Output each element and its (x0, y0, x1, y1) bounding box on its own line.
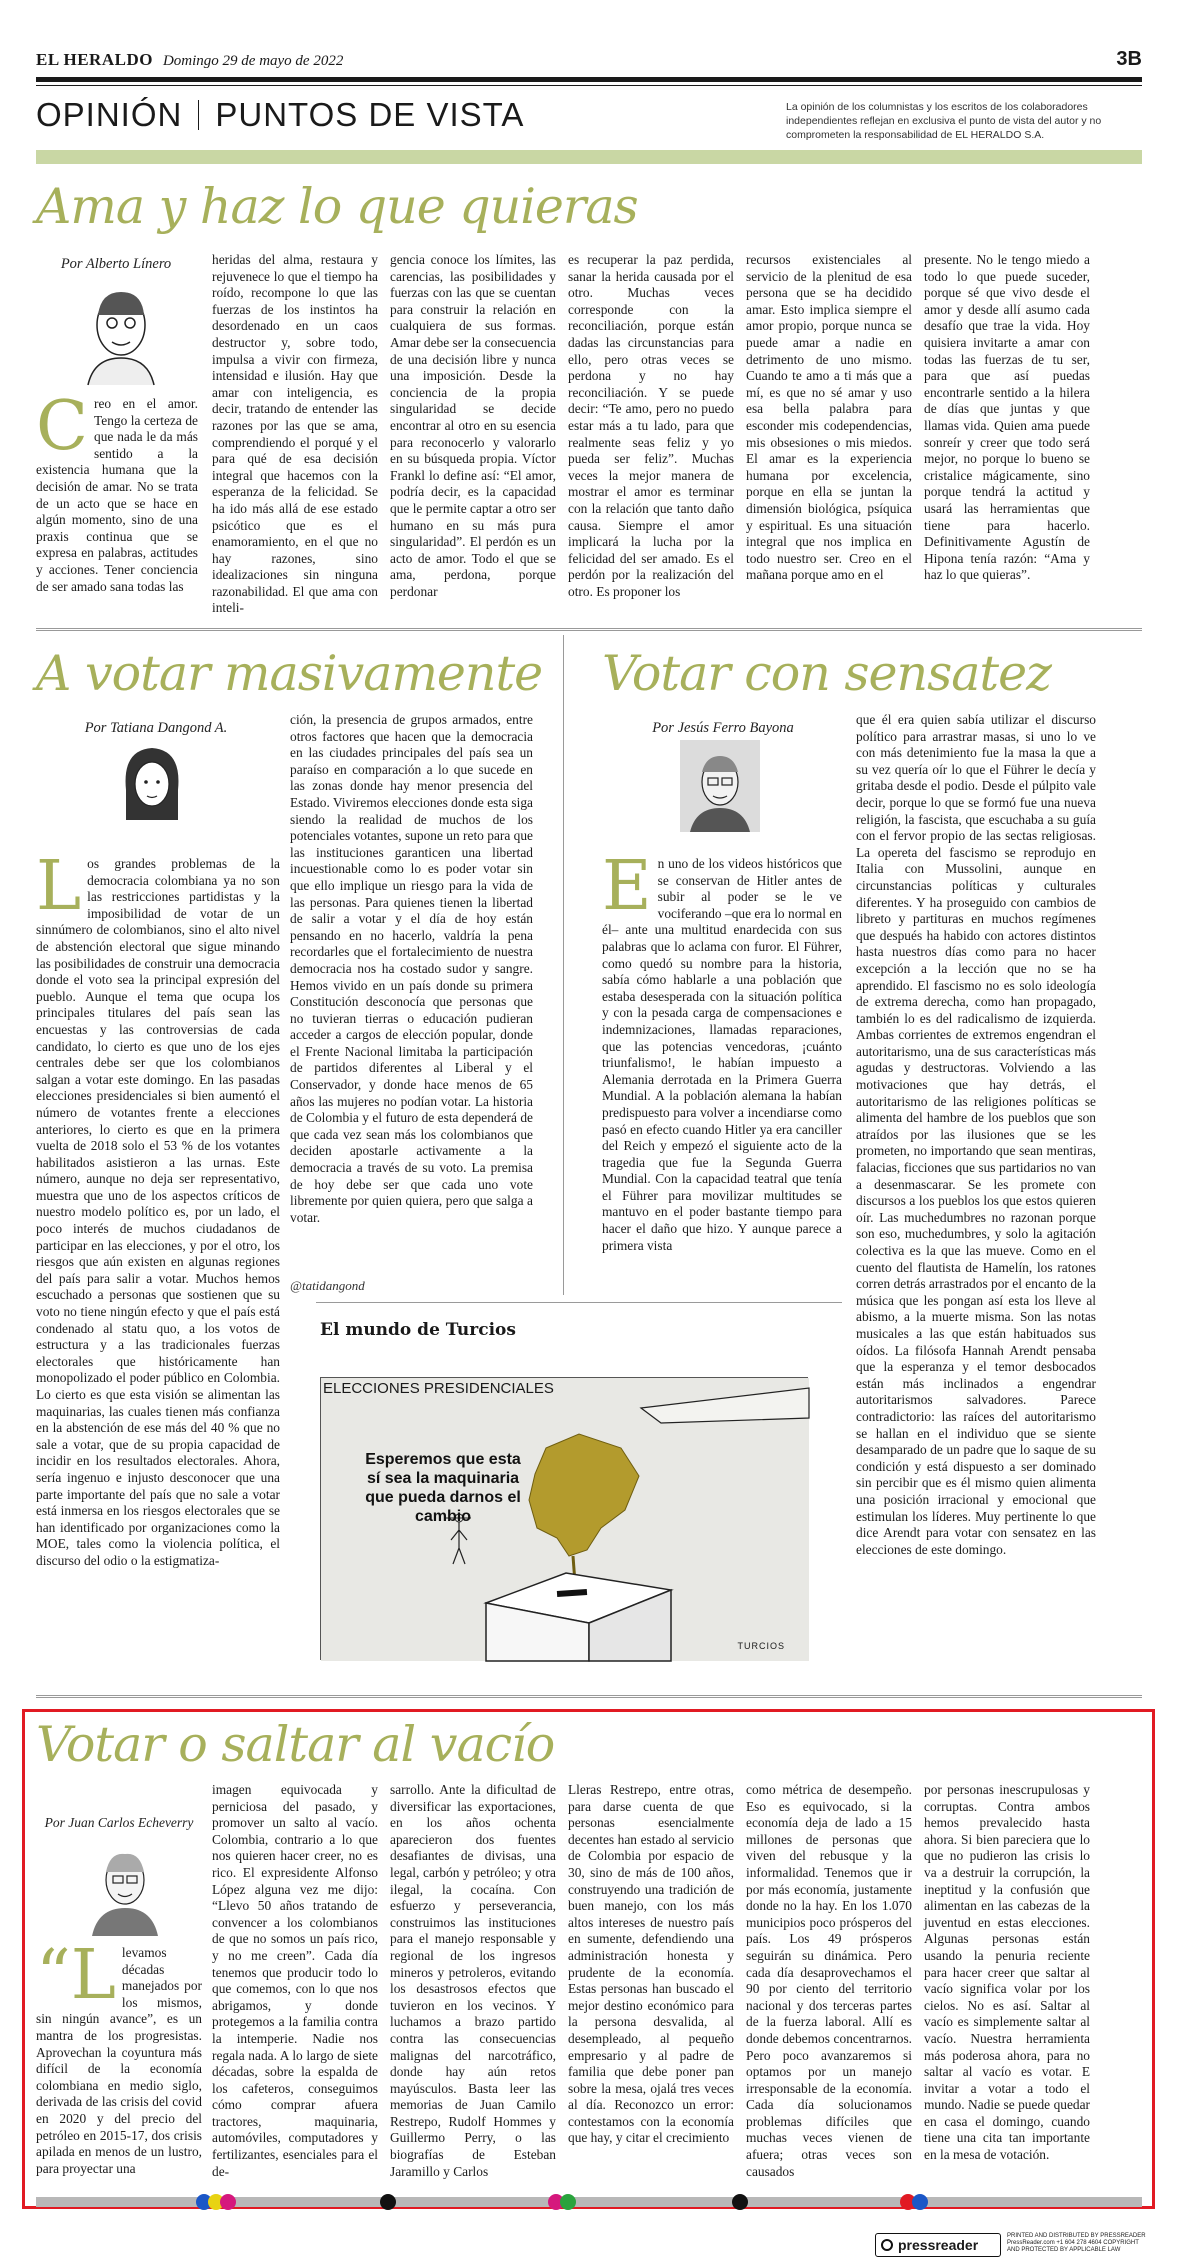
article2-column-1: Los grandes problemas de la democracia colombiana ya no son las restricciones partidistas y la imposibilidad de votar de un sinnúmero de colombianos, sino el alto nivel de abstención electoral que sigue minando las posibilidades de construir una democracia donde el voto sea la principal expresión del pueblo. Aunque el tema que ocupa los principales titulares del país sean las encuestas y las controversias de cada candidato, lo cierto es que uno de los ejes centrales debe ser que los colombianos salgan a votar este domingo. En las pasadas elecciones presidenciales si bien aumentó el número de votantes frente a elecciones anteriores, lo cierto es que en la primera vuelta de 2018 solo el 53 % de los votantes habilitados asistieron a las urnas. Este número, aunque no deja ser representativo, muestra que uno de los aspectos críticos de nuestro modelo político es, por un lado, el poco interés de muchos ciudadanos de participar en las elecciones, y por el otro, los riesgos que aún existen en algunas regiones del país para salir a votar. Muchos hemos escuchado a personas que sostienen que su voto no tiene ningún efecto y que el país está condenado al statu quo, a los votos de estructura y a las tradicionales fuerzas electorales que históricamente han monopolizado el poder público en Colombia. Lo cierto es que esta visión se alimentan las maquinarias, las cuales tienen más confianza en la abstención de ese más del 40 % que no sale a votar, que de su propia capacidad de incidir en los resultados electorales. Ahora, sería ingenuo e injusto desconocer que una parte importante del país que no sale a votar está inmersa en los riesgos electorales que se han identificado por organizaciones como la MOE, tales como la violencia política, el discurso del odio o la estigmatiza- (36, 847, 280, 1568)
cartoon-heading: El mundo de Turcios (320, 1320, 516, 1340)
section-heading (36, 96, 524, 134)
article3-dropcap: E (602, 847, 652, 926)
newspaper-name: EL HERALDO (36, 50, 153, 69)
registration-dot-blue-2 (912, 2194, 928, 2210)
section-divider-1 (36, 628, 1142, 631)
pressreader-notice: PRINTED AND DISTRIBUTED BY PRESSREADER PressReader.com +1 604 278 4604 COPYRIGHT AND PROTECTED BY APPLICABLE LAW (1007, 2233, 1146, 2253)
article1-column-3: gencia conoce los límites, las carencias, las posibilidades y fuerzas con las que se cuentan para construir la relación en cualquiera de sus formas. Amar debe ser la consecuencia de una decisión libre y nunca una imposición. Desde la conciencia de la propia singularidad se decide encontrar al otro en su esencia para reconocerlo y valorarlo en su búsqueda propia. Víctor Frankl lo define así: “El amor, podría decir, es la capacidad que le permite captar a otro ser humano en su más pura singularidad”. El perdón es un acto de amor. Todo el que se ama, perdona, porque perdonar (390, 252, 556, 599)
article1-column-6: presente. No le tengo miedo a todo lo que puede suceder, porque sé que vivo desde el amor y desde allí asumo cada desafío que trae la vida. Hoy quisiera invitarte a amar con todas las fuerzas de tu ser, para que así puedas encontrarle sentido a la hilera de días que juntas y que llamas vida. Quien ama puede sonreír y creer que todo será mejor, no porque lo bueno se cristalice mágicamente, sino porque tendrá la actitud y usará las herramientas que tiene para hacerlo. Definitivamente Agustín de Hipona tenía razón: “Ama y haz lo que quieras”. (924, 252, 1090, 583)
article4-column-6: por personas inescrupulosas y corruptas. Contra ambos hemos prevalecido hasta ahora. Si bien pareciera que lo que no pudieron las crisis lo va a destruir la corrupción, la ineptitud y la confusión que alimentan en las cabezas de la juventud en estas elecciones. Algunas personas están usando la penuria reciente para hacer creer que saltar al vacío significa volar por los cielos. No es así. Saltar al vacío es simplemente saltar al vacío. Nuestra herramienta más poderosa ahora, para no saltar al vacío es votar. E invitar a votar a todo el mundo. Nadie se puede quedar en casa el domingo, cuando tiene una cita tan importante en la mesa de votación. (924, 1782, 1090, 2163)
article2-title: A votar masivamente (36, 645, 543, 702)
article4-column-3: sarrollo. Ante la dificultad de diversificar las exportaciones, en los años ochenta aparecieron dos fuentes desafiantes de divisas, una legal, carbón y petróleo; y otra ilegal, la cocaína. Con esfuerzo y perseverancia, construimos las instituciones para el manejo responsable y regional de los ingresos mineros y petroleros, evitando los desastrosos efectos que tuvieron en los vecinos. Y luchamos a brazo partido contra las consecuencias malignas del narcotráfico, donde hay aún retos mayúsculos. Basta leer las memorias de Juan Camilo Restrepo, Rudolf Hommes y Guillermo Perry, o las biografías de Esteban Jaramillo y Carlos (390, 1782, 556, 2179)
header-rule-thick (36, 77, 1142, 82)
article4-title: Votar o saltar al vacío (36, 1716, 555, 1773)
author-portrait-linero (76, 280, 166, 385)
registration-dot-black-2 (732, 2194, 748, 2210)
section-puntos: PUNTOS DE VISTA (215, 96, 525, 133)
author-portrait-ferro (680, 740, 760, 832)
article2-byline: Por Tatiana Dangond A. (84, 720, 228, 736)
article3-byline: Por Jesús Ferro Bayona (652, 720, 794, 736)
article4-column-2: imagen equivocada y perniciosa del pasado, y promover un salto al vacío. Colombia, contrario a lo que nos quieren hacer creer, no es rico. El expresidente Alfonso López alguna vez me dijo: “Llevo 50 años tratando de convencer a los colombianos de que no somos un país rico, y no me creen”. Cada día tenemos que producir todo lo que comemos, con lo que nos abrigamos, y donde protegemos a la familia contra la intemperie. Nadie nos regala nada. A lo largo de siete décadas, sobre la espalda de los cafeteros, conseguimos cómo comprar afuera tractores, maquinaria, automóviles, computadores y fertilizantes, esenciales para el de- (212, 1782, 378, 2179)
article1-dropcap: C (36, 387, 89, 466)
article4-dropcap: “L (36, 1936, 116, 2015)
article1-column-1: Creo en el amor. Tengo la certeza de que nada le da más sentido a la existencia humana que la decisión de amar. No se trata de un acto que se hace en algún momento, sino de una praxis continua que se expresa en palabras, actitudes y acciones. Tener conciencia de ser amado sana todas las (36, 387, 198, 594)
editorial-disclaimer: La opinión de los columnistas y los escritos de los colaboradores independientes reflejan en exclusiva el punto de vista del autor y no comprometen la responsabilidad de EL HERALDO S.A. (786, 101, 1102, 141)
issue-date: Domingo 29 de mayo de 2022 (162, 53, 344, 69)
section-divider-2 (36, 1695, 1142, 1698)
registration-dot-green (560, 2194, 576, 2210)
article4-column-1: “Llevamos décadas manejados por los mismos, sin ningún avance”, es un mantra de los progresistas. Aprovechan la coyuntura más difícil de la economía colombiana en medio siglo, derivada de las crisis del covid en 2020 y del precio del petróleo en 2015-17, dos crisis apilada en menos de un lustro, para proyectar una (36, 1936, 202, 2176)
cartoon-speech: Esperemos que esta sí sea la maquinaria que pueda darnos el cambio (365, 1451, 521, 1525)
article3-column-1: En uno de los videos históricos que se conservan de Hitler antes de subir al poder se le ve vociferando –que era lo normal en él– ante una multitud enardecida con sus palabras que lo aclama con furor. El Führer, como quedó su nombre para la historia, sabía cómo hablarle a una población que estaba desesperada con la situación política y con la pesada carga de compensaciones e indemnizaciones, llamadas reparaciones, que las potencias vencedoras, ¡cuánto triunfalismo!, le habían impuesto a Alemania derrotada en la Primera Guerra Mundial. A la población alemana la habían predispuesto para volver a incendiarse como pasó en efecto cuando Hitler ya era canciller del Reich y empezó el siguiente acto de la tragedia que fue la Segunda Guerra Mundial. Con la capacidad teatral que tenía el Führer para movilizar multitudes se mantuvo en el poder bastante tiempo para hacer el daño que hizo. Y aunque parece a primera vista (602, 847, 842, 1253)
page-number: 3B (1116, 48, 1142, 70)
article4-byline: Por Juan Carlos Echeverry (44, 1815, 194, 1830)
article3-column-2: que él era quien sabía utilizar el discurso político para arrastrar masas, si uno lo ve con más detenimiento fue la masa la que a su vez quería oír lo que el Führer le decía y gritaba desde el podio. Desde el púlpito vale decir, porque lo que se formó fue una nueva religión, la fascista, que escuchaba a su guía con el fervor propio de las sectas religiosas. La opereta del fascismo se reprodujo en Italia con Mussolini, aunque en circunstancias políticas y culturales diferentes. Y ha proseguido con cambios de libreto y partituras en muchos regímenes que después ha habido con actores distintos hasta nuestros días como para no hacer excepción a la lección que no se ha aprendido. El fascismo no es solo ideología de extrema derecha, como han propagado, también lo es del radicalismo de izquierda. Ambas corrientes de extremos engendran el autoritarismo, una de sus características más agudas y destructoras. Volviendo a las motivaciones que hay detrás, el autoritarismo de las religiones políticas se alimenta del hambre de los pueblos que son atraídos por las ilusiones que se les prometen, no importando que sean mentiras, falacias, ficciones que sus partidarios no van a desenmascarar. Se les promete con discursos a los pueblos los que estos quieren oír. Las muchedumbres no razonan porque son eso, muchedumbres, y solo la agitación colectiva es la que las mueve. Como en el cuento del flautista de Hamelín, los ratones corren detrás arrastrados por el encanto de la música que les pongan así esta los lleve al abismo, a la muerte misma. Son las notas musicales a las que están habituados sus oídos. La filósofa Hannah Arendt pensaba que la esperanza y el temor desbocados están más inclinados a engendrar autoritarismos salvadores. Parece contradictorio: las raíces del autoritarismo se hallan en el individuo que se siente desamparado de un padre que lo saque de su condición y está dispuesto a ser dominado sin percibir que es él mismo quien alimenta una posición irracional y emocional que estimulan los líderes. Muy pertinente lo que dice Arendt para votar con sensatez en las elecciones de este domingo. (856, 712, 1096, 1557)
registration-dot-magenta (220, 2194, 236, 2210)
cartoon-signature: TURCIOS (737, 1641, 785, 1651)
article2-dropcap: L (36, 847, 82, 926)
pressreader-logo: pressreader (875, 2233, 1001, 2257)
column-divider-vertical (563, 635, 564, 1295)
registration-dot-black (380, 2194, 396, 2210)
pressreader-footer (875, 2233, 1145, 2259)
cartoon-elecciones (320, 1377, 808, 1660)
pressreader-ring-icon (881, 2239, 893, 2251)
cartoon-top-rule (316, 1302, 842, 1303)
section-divider (198, 100, 199, 130)
masthead (36, 50, 1142, 70)
section-opinion: OPINIÓN (36, 96, 183, 133)
author-portrait-dangond (112, 740, 192, 835)
article1-title: Ama y haz lo que quieras (36, 178, 638, 235)
color-registration-bar (36, 2197, 1142, 2207)
article2-column-2: ción, la presencia de grupos armados, entre otros factores que hacen que la democracia en las ciudades principales del país sea un paraíso en comparación a lo que sucede en las zonas donde hay menor presencia del Estado. Viviremos elecciones donde esta siga siendo la realidad de muchos de los potenciales votantes, supone un reto para que las instituciones garanticen una libertad incuestionable como lo es poder votar sin que ello implique un riesgo para la vida de las personas. Para quienes tienen la libertad de salir a votar y el día de hoy están pensando en no hacerlo, valdría la pena recordarles que el fortalecimiento de nuestra democracia nos ha costado sudor y sangre. Hemos vivido en un país donde su primera Constitución desconocía que personas que no tuvieran tierras o educación pudieran acceder a cargos de elección popular, donde el Frente Nacional limitaba la participación de partidos diferentes al Liberal y el Conservador, y donde hace menos de 65 años las mujeres no podían votar. La historia de Colombia y el futuro de esta dependerá de que cada vez sean más los colombianos que deciden apostarle activamente a la democracia a través de su voto. La premisa de hoy debe ser que cada uno vote libremente por quien quiera, pero que salga a votar. (290, 712, 533, 1225)
article2-credit: @tatidangond (290, 1278, 365, 1293)
cartoon-banner: ELECCIONES PRESIDENCIALES (323, 1380, 554, 1397)
article3-title: Votar con sensatez (602, 645, 1051, 702)
article1-column-2: heridas del alma, restaura y rejuvenece lo que el tiempo ha roído, recompone lo que las fuerzas de los instintos ha desordenado en un caos destructor y, sobre todo, impulsa a vivir con firmeza, intensidad e ilusión. Hay que amar con inteligencia, es decir, tratando de entender las razones por las que se ama, comprendiendo el porqué y el para qué de esa decisión integral que hacemos con la esperanza de la felicidad. Se ha ido más allá de ese estado psicótico que es el enamoramiento, en el que no hay razones, sino idealizaciones sin ninguna razonabilidad. El que ama con inteli- (212, 252, 378, 616)
article1-byline: Por Alberto Línero (60, 256, 172, 272)
author-portrait-echeverry (84, 1838, 166, 1936)
header-green-band (36, 150, 1142, 164)
article4-column-5: como métrica de desempeño. Eso es equivocado, si la economía deja de lado a 15 millones de personas que viven del rebusque y la informalidad. Tenemos que ir por más economía, justamente donde no la hay. En los 1.070 municipios poco prósperos del país. Los 49 prósperos seguirán su dinámica. Pero cada día desaprovechamos el 90 por ciento del territorio nacional y dos terceras partes de la fuerza laboral. Allí es donde debemos concentrarnos. Pero poco avanzaremos si optamos por un manejo irresponsable de la economía. Cada día solucionamos problemas difíciles que muchas veces vienen de afuera; otras veces son causados (746, 1782, 912, 2179)
article1-column-4: es recuperar la paz perdida, sanar la herida causada por el otro. Muchas veces corresponde con la reconciliación, porque están dadas las circunstancias para ello, pero otras veces se perdona y no hay reconciliación. Y se puede decir: “Te amo, pero no puedo estar más a tu lado, para que realmente seas feliz y yo pueda ser feliz”. Muchas veces la mejor manera de mostrar el amor es terminar con la relación que tanto daño causa. Siempre el amor implicará la lucha por la felicidad del ser amado. Es el perdón por la realización del otro. Es proponer los (568, 252, 734, 599)
article4-column-4: Lleras Restrepo, entre otras, para darse cuenta de que personas esencialmente decentes han estado al servicio de Colombia por espacio de 30, sino de más de 100 años, construyendo una tradición de buen manejo, con los más altos intereses de nuestro país en sumente, defendiendo una administración honesta y prudente de la economía. Estas personas han buscado el mejor destino económico para la persona desvalida, al desempleado, al pequeño empresario y al padre de familia que debe poner pan sobre la mesa, ojalá tres veces al día. Reconozco un error: contestamos con la economía que hay, y citar el crecimiento (568, 1782, 734, 2146)
header-rule-thin (36, 85, 1142, 86)
article1-column-5: recursos existenciales al servicio de la plenitud de esa persona que se ha decidido amar. Esto implica siempre el amor propio, porque nunca se puede amar a nadie en detrimento de uno mismo. Cuando te amo a ti más que a mí, es que no sé amar y uso esa bella palabra para esconder mis codependencias, mis obsesiones o mis miedos. El amar es la experiencia humana por excelencia, porque en ella se juntan la dimensión biológica, psíquica y espiritual. Es una situación integral que nos implica en todo nuestro ser. Creo en el mañana porque amo en el (746, 252, 912, 583)
